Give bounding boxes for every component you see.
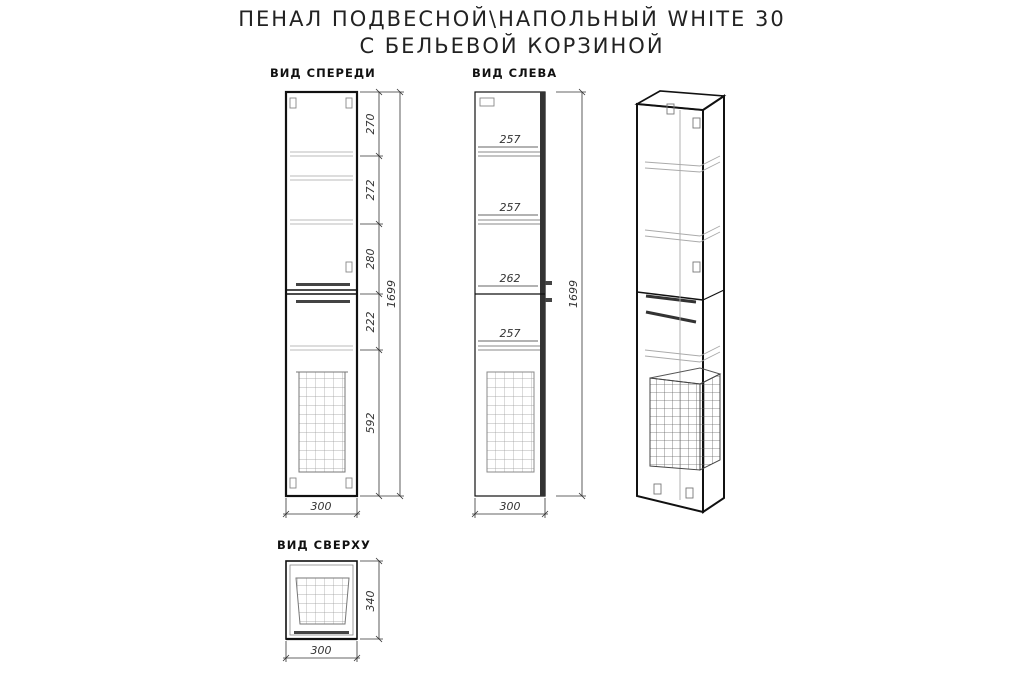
upper-door-handle <box>296 283 350 286</box>
top-basket <box>296 578 349 624</box>
left-basket <box>487 372 534 472</box>
front-view <box>286 92 357 496</box>
front-dim-270: 270 <box>364 113 377 135</box>
front-dim-total: 1699 <box>385 280 398 308</box>
top-dim-depth: 340 <box>364 590 377 612</box>
front-dim-272: 272 <box>364 179 377 201</box>
left-shelf-dim-3: 262 <box>499 272 521 285</box>
left-view-label: ВИД СЛЕВА <box>472 66 558 80</box>
left-shelf-dim-2: 257 <box>499 201 521 214</box>
front-basket <box>299 372 345 472</box>
front-dim-592: 592 <box>364 412 377 434</box>
left-view <box>475 92 552 496</box>
top-dim-width: 300 <box>310 644 332 657</box>
left-shelf-dim-4: 257 <box>499 327 521 340</box>
title-line-1: ПЕНАЛ ПОДВЕСНОЙ\НАПОЛЬНЫЙ WHITE 30 <box>238 7 786 31</box>
front-dim-222: 222 <box>364 311 377 333</box>
left-dim-width: 300 <box>499 500 521 513</box>
front-dim-280: 280 <box>364 248 377 270</box>
left-dim-total: 1699 <box>567 280 580 308</box>
top-view-label: ВИД СВЕРХУ <box>277 538 371 552</box>
front-dim-width: 300 <box>310 500 332 513</box>
title-line-2: С БЕЛЬЕВОЙ КОРЗИНОЙ <box>359 34 665 58</box>
isometric-view <box>637 91 724 512</box>
left-shelf-dim-1: 257 <box>499 133 521 146</box>
lower-door-handle <box>296 300 350 303</box>
top-view <box>286 561 357 639</box>
front-view-label: ВИД СПЕРЕДИ <box>270 66 376 80</box>
